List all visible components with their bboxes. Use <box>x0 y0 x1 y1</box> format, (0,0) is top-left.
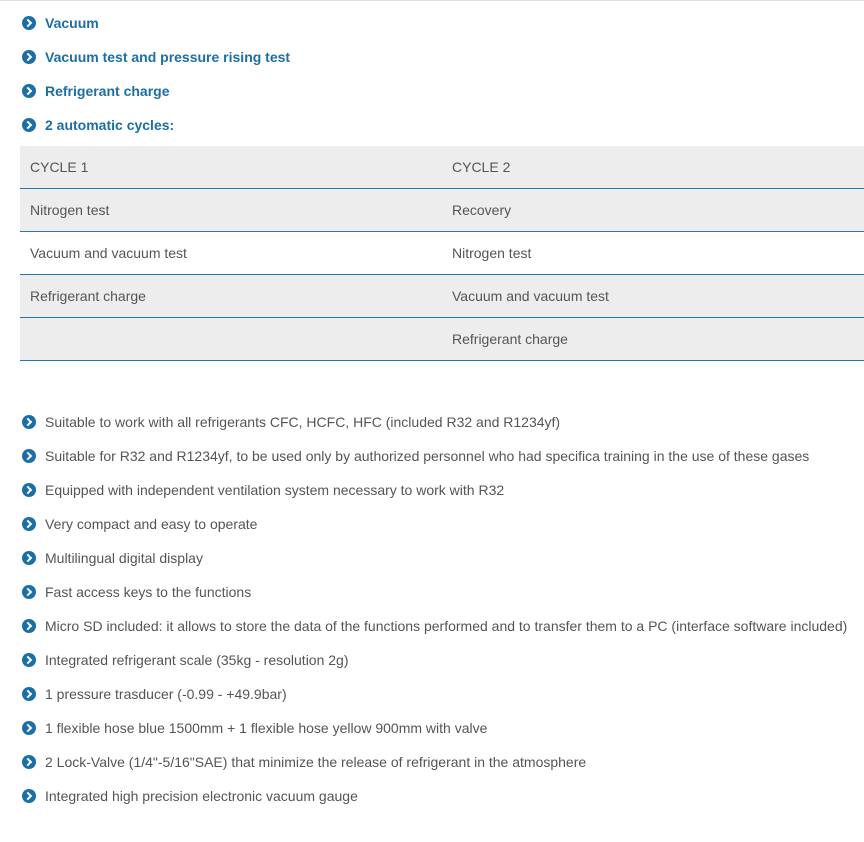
list-item <box>22 711 852 745</box>
list-item <box>22 40 290 74</box>
cycles-table <box>20 146 864 361</box>
feature-text: Suitable to work with all refrigerants CFC, HCFC, HFC (included R32 and R1234yf) <box>45 414 561 430</box>
table-cell: Nitrogen test <box>20 189 442 232</box>
list-item <box>22 405 852 439</box>
list-item <box>22 108 290 142</box>
chevron-circle-right-icon <box>22 449 36 463</box>
table-cell: Vacuum and vacuum test <box>20 232 442 275</box>
list-item <box>22 609 852 643</box>
feature-text: Micro SD included: it allows to store the data of the functions performed and to transfer them to a PC (interface software included) <box>45 618 848 634</box>
feature-text: Very compact and easy to operate <box>45 516 258 532</box>
chevron-circle-right-icon <box>22 619 36 633</box>
feature-text: Multilingual digital display <box>45 550 203 566</box>
table-cell: Vacuum and vacuum test <box>442 275 864 318</box>
chevron-circle-right-icon <box>22 517 36 531</box>
table-cell <box>20 318 442 361</box>
list-item <box>22 745 852 779</box>
table-header-cell: CYCLE 2 <box>442 146 864 189</box>
chevron-circle-right-icon <box>22 483 36 497</box>
list-item-label: Vacuum test and pressure rising test <box>45 49 291 65</box>
chevron-circle-right-icon <box>22 721 36 735</box>
chevron-circle-right-icon <box>22 50 36 64</box>
table-row <box>20 232 864 275</box>
chevron-circle-right-icon <box>22 551 36 565</box>
list-item <box>22 779 852 813</box>
table-header-row <box>20 146 864 189</box>
chevron-circle-right-icon <box>22 653 36 667</box>
list-item <box>22 575 852 609</box>
list-item <box>22 473 852 507</box>
list-item-label: Refrigerant charge <box>45 83 170 99</box>
chevron-circle-right-icon <box>22 16 36 30</box>
list-item-label: 2 automatic cycles: <box>45 117 175 133</box>
top-divider <box>0 0 864 5</box>
table-row <box>20 318 864 361</box>
chevron-circle-right-icon <box>22 118 36 132</box>
list-item <box>22 439 852 473</box>
feature-text: 1 flexible hose blue 1500mm + 1 flexible hose yellow 900mm with valve <box>45 720 488 736</box>
list-item <box>22 643 852 677</box>
table-row <box>20 189 864 232</box>
chevron-circle-right-icon <box>22 755 36 769</box>
list-item <box>22 541 852 575</box>
table-cell: Recovery <box>442 189 864 232</box>
table-cell: Refrigerant charge <box>20 275 442 318</box>
chevron-circle-right-icon <box>22 84 36 98</box>
feature-text: Equipped with independent ventilation system necessary to work with R32 <box>45 482 505 498</box>
list-item-label: Vacuum <box>45 15 99 31</box>
feature-text: Integrated high precision electronic vacuum gauge <box>45 788 358 804</box>
feature-text: 1 pressure trasducer (-0.99 - +49.9bar) <box>45 686 287 702</box>
table-cell: Nitrogen test <box>442 232 864 275</box>
list-item <box>22 507 852 541</box>
feature-text: Suitable for R32 and R1234yf, to be used only by authorized personnel who had specifica training in the use of these gases <box>45 448 810 464</box>
feature-text: Fast access keys to the functions <box>45 584 252 600</box>
table-cell: Refrigerant charge <box>442 318 864 361</box>
feature-text: Integrated refrigerant scale (35kg - resolution 2g) <box>45 652 349 668</box>
function-list <box>22 6 290 142</box>
list-item <box>22 6 290 40</box>
list-item <box>22 74 290 108</box>
feature-list <box>22 405 852 813</box>
table-row <box>20 275 864 318</box>
table-header-cell: CYCLE 1 <box>20 146 442 189</box>
list-item <box>22 677 852 711</box>
chevron-circle-right-icon <box>22 687 36 701</box>
chevron-circle-right-icon <box>22 789 36 803</box>
feature-text: 2 Lock-Valve (1/4"-5/16"SAE) that minimize the release of refrigerant in the atmosphere <box>45 754 587 770</box>
chevron-circle-right-icon <box>22 415 36 429</box>
chevron-circle-right-icon <box>22 585 36 599</box>
